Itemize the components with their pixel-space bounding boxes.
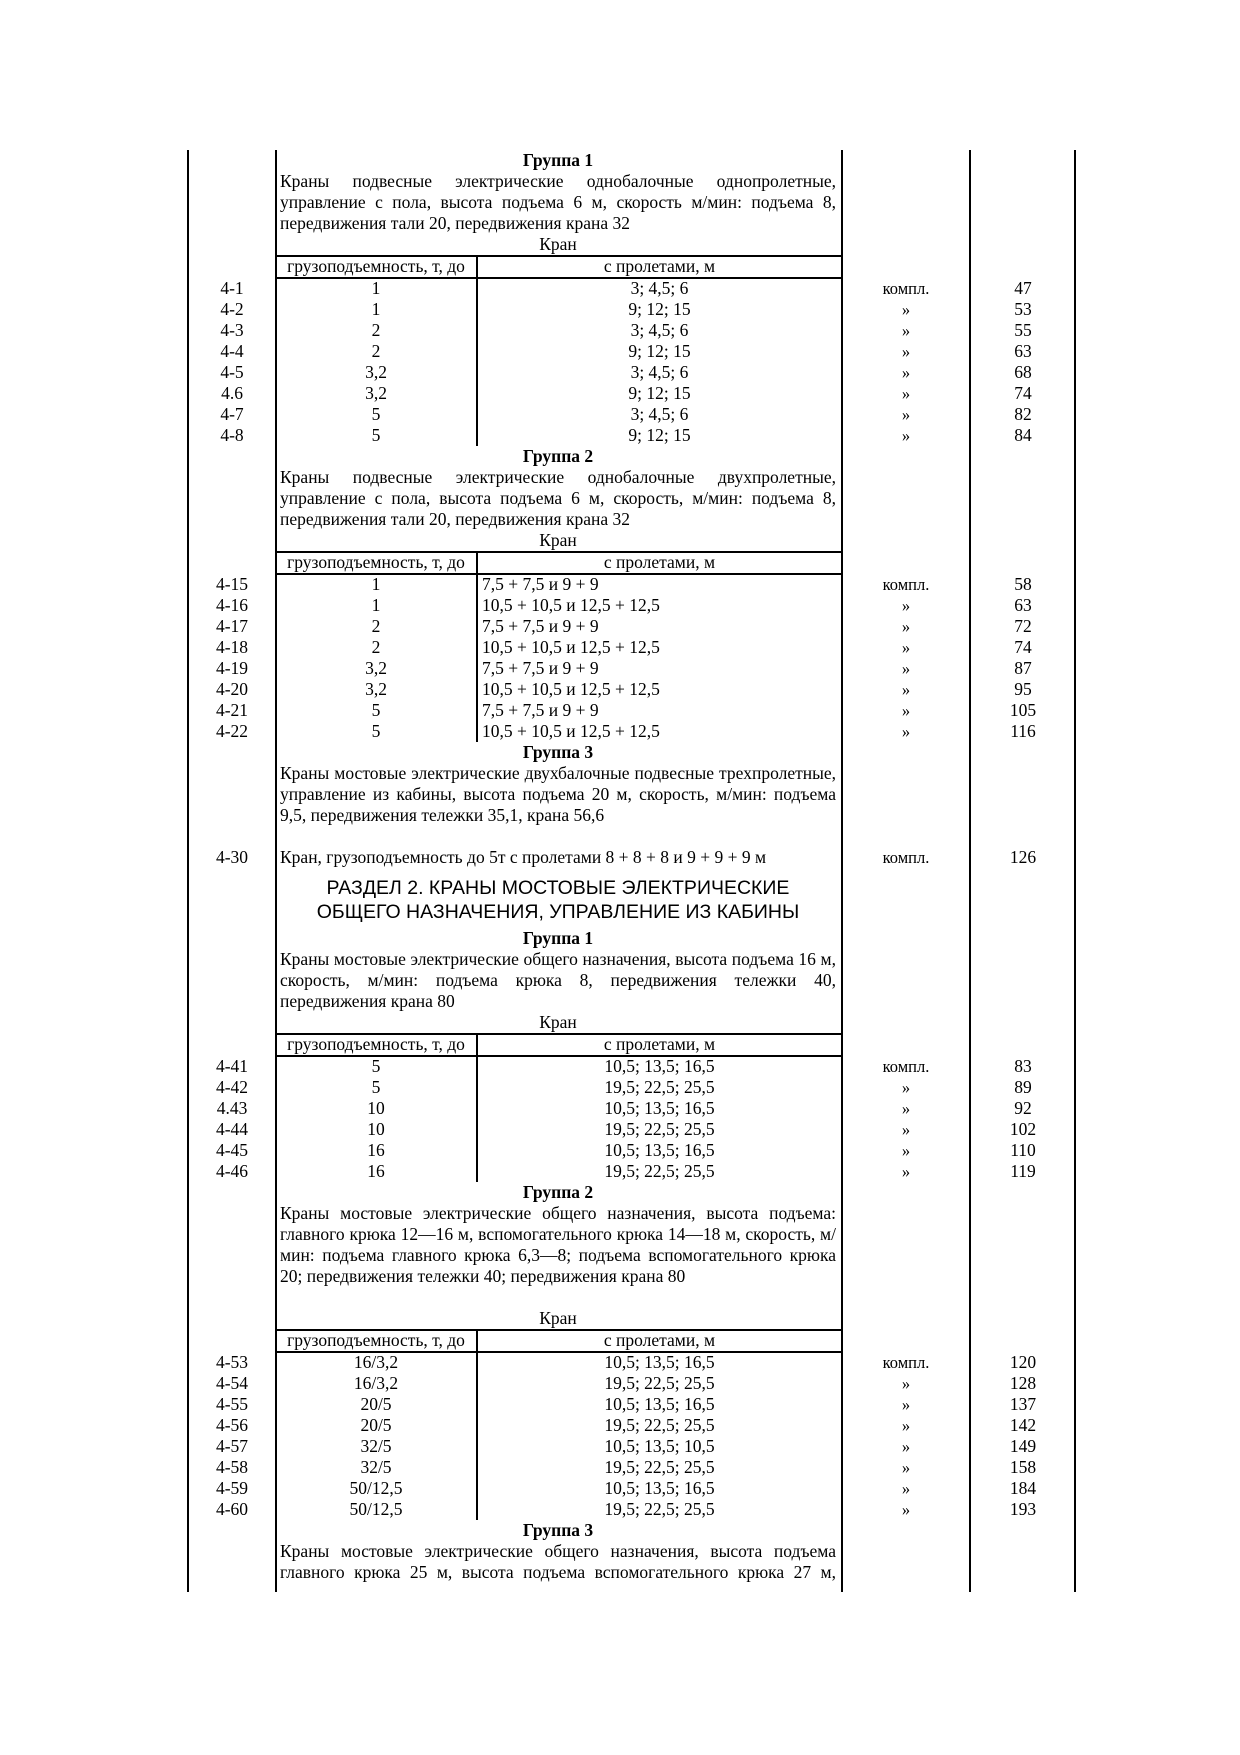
item-capacity: 20/5 bbox=[360, 1394, 392, 1414]
item-code: 4-59 bbox=[215, 1478, 249, 1498]
crane-label: Кран bbox=[539, 530, 577, 550]
table-row bbox=[0, 1415, 1240, 1436]
header-spans: с пролетами, м bbox=[603, 1330, 716, 1350]
item-value: 116 bbox=[1010, 721, 1036, 741]
item-spans: 10,5 + 10,5 и 12,5 + 12,5 bbox=[482, 721, 660, 741]
group-description: Краны мостовые электрические общего назначения, высота подъема главного крюка 25 м, высота подъема вспомогательного крюка 27 м, bbox=[280, 1541, 836, 1582]
group-title: Группа 2 bbox=[522, 1182, 594, 1202]
item-spans: 10,5; 13,5; 16,5 bbox=[604, 1056, 715, 1076]
table-row bbox=[0, 320, 1240, 341]
item-capacity: 5 bbox=[371, 1056, 381, 1076]
item-unit: компл. bbox=[882, 1057, 930, 1076]
item-capacity: 2 bbox=[371, 637, 381, 657]
item-unit: » bbox=[901, 405, 911, 424]
item-unit: » bbox=[901, 680, 911, 699]
item-unit: » bbox=[901, 384, 911, 403]
table-row bbox=[0, 1436, 1240, 1457]
item-spans: 10,5 + 10,5 и 12,5 + 12,5 bbox=[482, 679, 660, 699]
header-capacity: грузоподъемность, т, до bbox=[287, 256, 465, 276]
item-code: 4-17 bbox=[215, 616, 249, 636]
item-capacity: 16 bbox=[367, 1161, 385, 1181]
crane-label: Кран bbox=[539, 1012, 577, 1032]
table-row bbox=[0, 847, 1240, 868]
item-unit: » bbox=[901, 722, 911, 741]
header-spans: с пролетами, м bbox=[603, 552, 716, 572]
item-capacity: 3,2 bbox=[365, 362, 387, 382]
group-title: Группа 1 bbox=[522, 150, 594, 170]
item-capacity: 2 bbox=[371, 616, 381, 636]
item-unit: » bbox=[901, 596, 911, 615]
item-unit: » bbox=[901, 701, 911, 720]
item-code: 4-41 bbox=[215, 1056, 249, 1076]
item-value: 72 bbox=[1014, 616, 1032, 636]
item-value: 87 bbox=[1014, 658, 1032, 678]
item-spans: 10,5 + 10,5 и 12,5 + 12,5 bbox=[482, 595, 660, 615]
item-unit: » bbox=[901, 1162, 911, 1181]
item-unit: » bbox=[901, 1458, 911, 1477]
table-row bbox=[0, 404, 1240, 425]
group-title: Группа 2 bbox=[522, 446, 594, 466]
item-spans: 10,5; 13,5; 16,5 bbox=[604, 1098, 715, 1118]
item-code: 4-30 bbox=[215, 847, 249, 867]
header-capacity: грузоподъемность, т, до bbox=[287, 552, 465, 572]
header-capacity: грузоподъемность, т, до bbox=[287, 1330, 465, 1350]
table-row bbox=[0, 278, 1240, 299]
table-row bbox=[0, 1478, 1240, 1499]
item-value: 120 bbox=[1009, 1352, 1037, 1372]
table-row bbox=[0, 1098, 1240, 1119]
item-capacity: 1 bbox=[371, 574, 381, 594]
item-capacity: 1 bbox=[371, 595, 381, 615]
table-row bbox=[0, 1119, 1240, 1140]
item-capacity: 3,2 bbox=[365, 658, 387, 678]
item-spans: 9; 12; 15 bbox=[628, 425, 691, 445]
item-capacity: 5 bbox=[371, 404, 381, 424]
group-description: Краны подвесные электрические однобалочные однопролетные, управление с пола, высота подъема 6 м, скорость м/мин: подъема 8, передвижения тали 20, передвижения крана 32 bbox=[280, 171, 836, 233]
item-code: 4-56 bbox=[215, 1415, 249, 1435]
table-row bbox=[0, 721, 1240, 742]
table-row bbox=[0, 595, 1240, 616]
table-row bbox=[0, 1140, 1240, 1161]
item-capacity: 5 bbox=[371, 721, 381, 741]
crane-label: Кран bbox=[539, 1308, 577, 1328]
header-spans: с пролетами, м bbox=[603, 1034, 716, 1054]
group-description: Краны мостовые электрические двухбалочные подвесные трехпролетные, управление из кабины, высота подъема 20 м, скорость, м/мин: подъема 9,5, передвижения тележки 35,1, крана 56,6 bbox=[280, 763, 836, 825]
table-row bbox=[0, 1352, 1240, 1373]
item-value: 102 bbox=[1009, 1119, 1037, 1139]
table-row bbox=[0, 574, 1240, 595]
item-code: 4-16 bbox=[215, 595, 249, 615]
item-code: 4-4 bbox=[220, 341, 244, 361]
item-code: 4-57 bbox=[215, 1436, 249, 1456]
item-capacity: 16 bbox=[367, 1140, 385, 1160]
item-value: 184 bbox=[1009, 1478, 1037, 1498]
item-capacity: 3,2 bbox=[365, 679, 387, 699]
item-capacity: 2 bbox=[371, 320, 381, 340]
item-value: 119 bbox=[1010, 1161, 1036, 1181]
item-code: 4-44 bbox=[215, 1119, 249, 1139]
item-spans: 7,5 + 7,5 и 9 + 9 bbox=[482, 658, 599, 678]
item-capacity: 32/5 bbox=[360, 1457, 392, 1477]
item-unit: компл. bbox=[882, 279, 930, 298]
item-code: 4-21 bbox=[215, 700, 249, 720]
group-description: Краны мостовые электрические общего назначения, высота подъема: главного крюка 12—16 м, вспомогательного крюка 14—18 м, скорость, м/мин: подъема главного крюка 6,3—8; подъема вспомогательного крюка 20; передвижения тележки 40; передвижения крана 80 bbox=[280, 1203, 836, 1286]
subheader-divider bbox=[476, 1329, 478, 1352]
item-value: 149 bbox=[1009, 1436, 1037, 1456]
table-row bbox=[0, 383, 1240, 404]
table-row bbox=[0, 1077, 1240, 1098]
item-value: 128 bbox=[1009, 1373, 1037, 1393]
item-value: 53 bbox=[1014, 299, 1032, 319]
item-spans: 19,5; 22,5; 25,5 bbox=[604, 1161, 715, 1181]
item-unit: » bbox=[901, 1395, 911, 1414]
table-row bbox=[0, 1457, 1240, 1478]
header-capacity: грузоподъемность, т, до bbox=[287, 1034, 465, 1054]
item-capacity: 5 bbox=[371, 425, 381, 445]
item-spans: 7,5 + 7,5 и 9 + 9 bbox=[482, 616, 599, 636]
item-unit: » bbox=[901, 659, 911, 678]
item-code: 4-22 bbox=[215, 721, 249, 741]
item-capacity: 2 bbox=[371, 341, 381, 361]
item-spans: 10,5; 13,5; 16,5 bbox=[604, 1394, 715, 1414]
subheader-divider bbox=[476, 255, 478, 278]
item-value: 74 bbox=[1014, 383, 1032, 403]
item-capacity: 1 bbox=[371, 278, 381, 298]
item-text: Кран, грузоподъемность до 5т с пролетами 8 + 8 + 8 и 9 + 9 + 9 м bbox=[280, 847, 767, 867]
item-unit: компл. bbox=[882, 848, 930, 867]
item-code: 4-55 bbox=[215, 1394, 249, 1414]
item-code: 4-1 bbox=[220, 278, 244, 298]
item-code: 4-15 bbox=[215, 574, 249, 594]
item-code: 4-5 bbox=[220, 362, 244, 382]
item-unit: » bbox=[901, 1479, 911, 1498]
item-value: 47 bbox=[1014, 278, 1032, 298]
item-value: 82 bbox=[1014, 404, 1032, 424]
item-capacity: 1 bbox=[371, 299, 381, 319]
item-code: 4-45 bbox=[215, 1140, 249, 1160]
item-code: 4-54 bbox=[215, 1373, 249, 1393]
item-value: 193 bbox=[1009, 1499, 1037, 1519]
item-unit: » bbox=[901, 1099, 911, 1118]
item-spans: 19,5; 22,5; 25,5 bbox=[604, 1373, 715, 1393]
item-code: 4-20 bbox=[215, 679, 249, 699]
item-unit: » bbox=[901, 638, 911, 657]
table-row bbox=[0, 1394, 1240, 1415]
item-spans: 3; 4,5; 6 bbox=[630, 404, 689, 424]
item-unit: » bbox=[901, 1500, 911, 1519]
item-code: 4-42 bbox=[215, 1077, 249, 1097]
table-row bbox=[0, 362, 1240, 383]
item-value: 110 bbox=[1010, 1140, 1036, 1160]
item-code: 4-18 bbox=[215, 637, 249, 657]
item-capacity: 16/3,2 bbox=[353, 1352, 399, 1372]
item-code: 4-19 bbox=[215, 658, 249, 678]
item-unit: » bbox=[901, 363, 911, 382]
item-spans: 19,5; 22,5; 25,5 bbox=[604, 1457, 715, 1477]
item-value: 137 bbox=[1009, 1394, 1037, 1414]
item-value: 142 bbox=[1009, 1415, 1037, 1435]
item-value: 89 bbox=[1014, 1077, 1032, 1097]
table-row bbox=[0, 658, 1240, 679]
table-row bbox=[0, 1499, 1240, 1520]
table-row bbox=[0, 637, 1240, 658]
group-description: Краны мостовые электрические общего назначения, высота подъема 16 м, скорость, м/мин: подъема крюка 8, передвижения тележки 40, передвижения крана 80 bbox=[280, 949, 836, 1011]
item-spans: 7,5 + 7,5 и 9 + 9 bbox=[482, 574, 599, 594]
table-row bbox=[0, 341, 1240, 362]
item-value: 83 bbox=[1014, 1056, 1032, 1076]
item-value: 55 bbox=[1014, 320, 1032, 340]
item-value: 158 bbox=[1009, 1457, 1037, 1477]
item-spans: 19,5; 22,5; 25,5 bbox=[604, 1119, 715, 1139]
item-value: 58 bbox=[1014, 574, 1032, 594]
item-capacity: 5 bbox=[371, 1077, 381, 1097]
section-title-line: РАЗДЕЛ 2. КРАНЫ МОСТОВЫЕ ЭЛЕКТРИЧЕСКИЕ bbox=[326, 877, 790, 899]
crane-label: Кран bbox=[539, 234, 577, 254]
item-spans: 19,5; 22,5; 25,5 bbox=[604, 1415, 715, 1435]
item-spans: 3; 4,5; 6 bbox=[630, 320, 689, 340]
item-code: 4.43 bbox=[216, 1098, 248, 1118]
item-code: 4-53 bbox=[215, 1352, 249, 1372]
item-spans: 10,5; 13,5; 16,5 bbox=[604, 1352, 715, 1372]
item-unit: » bbox=[901, 1120, 911, 1139]
group-title: Группа 1 bbox=[522, 928, 594, 948]
subheader-divider bbox=[476, 1033, 478, 1056]
item-spans: 9; 12; 15 bbox=[628, 299, 691, 319]
group-description: Краны подвесные электрические однобалочные двухпролетные, управление с пола, высота подъема 6 м, скорость, м/мин: подъема 8, передвижения тали 20, передвижения крана 32 bbox=[280, 467, 836, 529]
section-title bbox=[280, 876, 836, 924]
item-unit: » bbox=[901, 300, 911, 319]
item-capacity: 32/5 bbox=[360, 1436, 392, 1456]
item-code: 4-3 bbox=[220, 320, 244, 340]
item-spans: 9; 12; 15 bbox=[628, 383, 691, 403]
item-code: 4-58 bbox=[215, 1457, 249, 1477]
item-capacity: 16/3,2 bbox=[353, 1373, 399, 1393]
table-row bbox=[0, 299, 1240, 320]
item-unit: » bbox=[901, 426, 911, 445]
item-unit: » bbox=[901, 617, 911, 636]
item-value: 92 bbox=[1014, 1098, 1032, 1118]
item-spans: 10,5; 13,5; 10,5 bbox=[604, 1436, 715, 1456]
item-code: 4-60 bbox=[215, 1499, 249, 1519]
table-row bbox=[0, 679, 1240, 700]
item-unit: » bbox=[901, 342, 911, 361]
subheader-divider bbox=[476, 551, 478, 574]
item-unit: » bbox=[901, 1078, 911, 1097]
item-value: 63 bbox=[1014, 595, 1032, 615]
item-code: 4.6 bbox=[221, 383, 243, 403]
item-unit: » bbox=[901, 1437, 911, 1456]
item-value: 84 bbox=[1014, 425, 1032, 445]
item-spans: 3; 4,5; 6 bbox=[630, 362, 689, 382]
item-spans: 19,5; 22,5; 25,5 bbox=[604, 1499, 715, 1519]
item-spans: 7,5 + 7,5 и 9 + 9 bbox=[482, 700, 599, 720]
item-value: 74 bbox=[1014, 637, 1032, 657]
item-code: 4-2 bbox=[220, 299, 244, 319]
item-unit: » bbox=[901, 1141, 911, 1160]
table-row bbox=[0, 1161, 1240, 1182]
item-value: 126 bbox=[1009, 847, 1037, 867]
header-spans: с пролетами, м bbox=[603, 256, 716, 276]
item-spans: 19,5; 22,5; 25,5 bbox=[604, 1077, 715, 1097]
item-capacity: 10 bbox=[367, 1098, 385, 1118]
item-value: 68 bbox=[1014, 362, 1032, 382]
group-title: Группа 3 bbox=[522, 1520, 594, 1540]
item-code: 4-46 bbox=[215, 1161, 249, 1181]
item-unit: » bbox=[901, 321, 911, 340]
item-code: 4-8 bbox=[220, 425, 244, 445]
item-unit: компл. bbox=[882, 1353, 930, 1372]
item-unit: » bbox=[901, 1416, 911, 1435]
group-title: Группа 3 bbox=[522, 742, 594, 762]
table-row bbox=[0, 616, 1240, 637]
table-row bbox=[0, 700, 1240, 721]
item-unit: компл. bbox=[882, 575, 930, 594]
item-value: 105 bbox=[1009, 700, 1037, 720]
item-capacity: 50/12,5 bbox=[349, 1499, 403, 1519]
item-capacity: 5 bbox=[371, 700, 381, 720]
item-unit: » bbox=[901, 1374, 911, 1393]
item-spans: 10,5 + 10,5 и 12,5 + 12,5 bbox=[482, 637, 660, 657]
item-capacity: 50/12,5 bbox=[349, 1478, 403, 1498]
table-row bbox=[0, 1373, 1240, 1394]
item-spans: 3; 4,5; 6 bbox=[630, 278, 689, 298]
item-code: 4-7 bbox=[220, 404, 244, 424]
section-title-line: ОБЩЕГО НАЗНАЧЕНИЯ, УПРАВЛЕНИЕ ИЗ КАБИНЫ bbox=[316, 901, 800, 923]
item-spans: 10,5; 13,5; 16,5 bbox=[604, 1140, 715, 1160]
item-capacity: 20/5 bbox=[360, 1415, 392, 1435]
item-spans: 10,5; 13,5; 16,5 bbox=[604, 1478, 715, 1498]
item-capacity: 3,2 bbox=[365, 383, 387, 403]
table-row bbox=[0, 425, 1240, 446]
item-spans: 9; 12; 15 bbox=[628, 341, 691, 361]
item-capacity: 10 bbox=[367, 1119, 385, 1139]
table-row bbox=[0, 1056, 1240, 1077]
item-value: 95 bbox=[1014, 679, 1032, 699]
item-value: 63 bbox=[1014, 341, 1032, 361]
